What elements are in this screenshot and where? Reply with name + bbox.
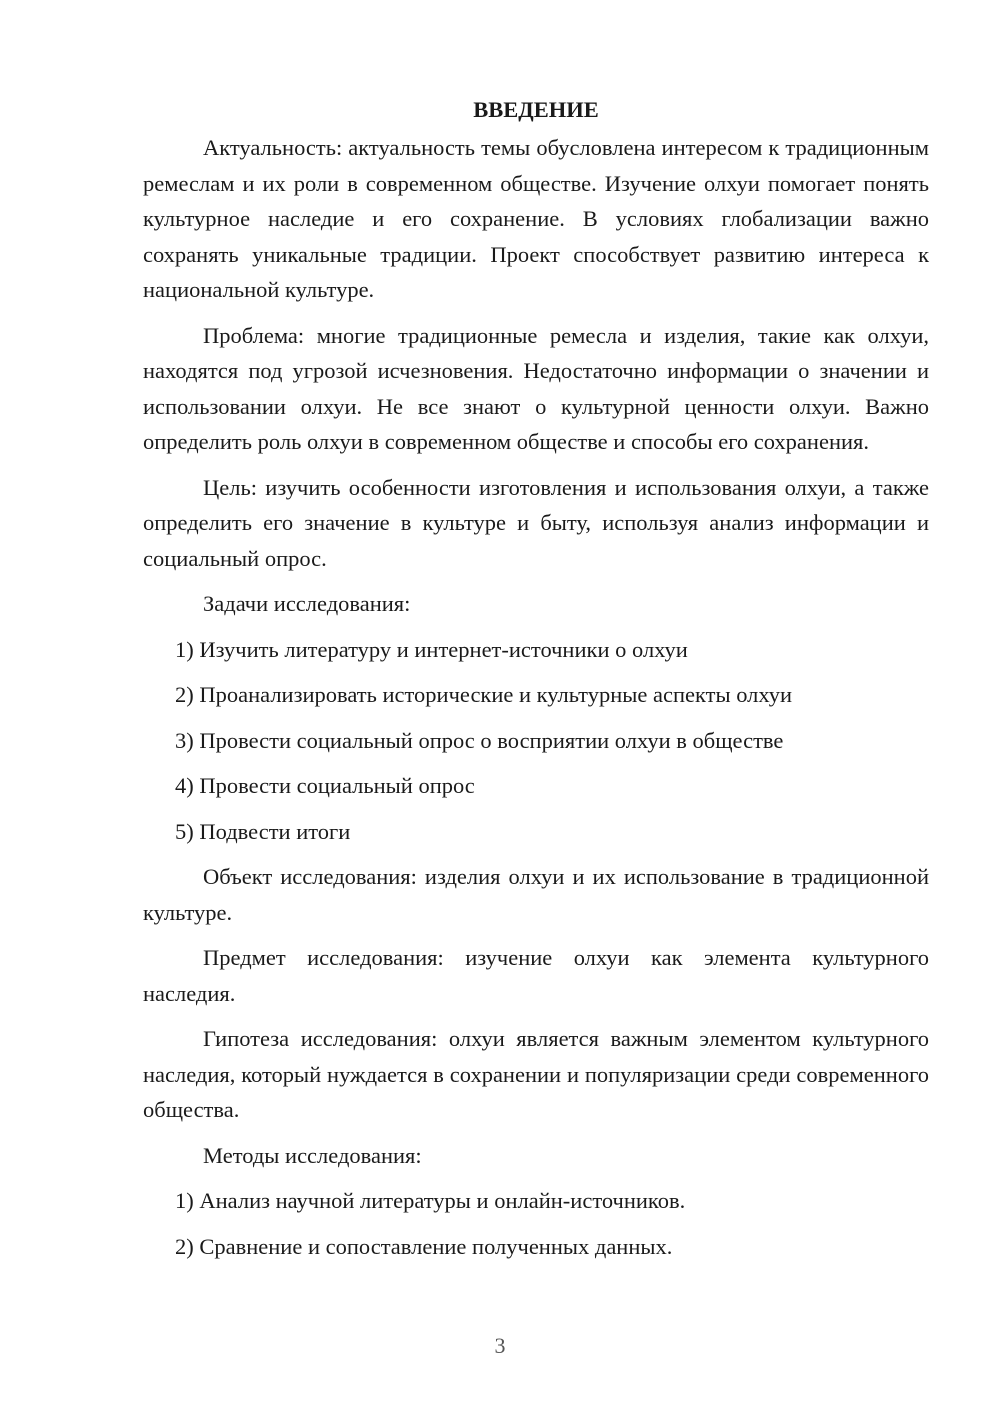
list-item: 3) Провести социальный опрос о восприятии олхуи в обществе [175, 727, 784, 753]
list-item: 1) Анализ научной литературы и онлайн-источников. [175, 1188, 686, 1213]
list-item: 1) Изучить литературу и интернет-источники о олхуи [175, 636, 688, 662]
page-content [143, 95, 929, 1274]
list-item: 2) Сравнение и сопоставление полученных данных. [175, 1233, 673, 1259]
problem-paragraph: Проблема: многие традиционные ремесла и изделия, такие как олхуи, находятся под угрозой исчезновения. Недостаточно информации о значении и использовании олхуи. Не все знают о культурной ценности олхуи. Важно определить роль олхуи в современном обществе и способы его сохранения. [143, 322, 929, 454]
subject-paragraph: Предмет исследования: изучение олхуи как элемента культурного наследия. [143, 945, 929, 1006]
list-item: 4) Провести социальный опрос [175, 773, 475, 798]
relevance-paragraph: Актуальность: актуальность темы обусловлена интересом к традиционным ремеслам и их роли в современном обществе. Изучение олхуи помогает понять культурное наследие и его сохранение. В условиях глобализации важно сохранять уникальные традиции. Проект способствует развитию интереса к национальной культуре. [143, 135, 929, 302]
tasks-title: Задачи исследования: [203, 591, 411, 616]
hypothesis-paragraph: Гипотеза исследования: олхуи является важным элементом культурного наследия, который нуждается в сохранении и популяризации среди современного общества. [143, 1026, 929, 1122]
section-heading: ВВЕДЕНИЕ [473, 97, 599, 122]
tasks-list [143, 632, 929, 850]
page-number: 3 [494, 1333, 506, 1358]
list-item: 5) Подвести итоги [175, 818, 351, 844]
goal-paragraph: Цель: изучить особенности изготовления и использования олхуи, а также определить его значение в культуре и быту, используя анализ информации и социальный опрос. [143, 474, 929, 571]
methods-list [143, 1183, 929, 1264]
object-paragraph: Объект исследования: изделия олхуи и их использование в традиционной культуре. [143, 864, 929, 925]
methods-title: Методы исследования: [203, 1142, 422, 1168]
list-item: 2) Проанализировать исторические и культурные аспекты олхуи [175, 682, 793, 707]
